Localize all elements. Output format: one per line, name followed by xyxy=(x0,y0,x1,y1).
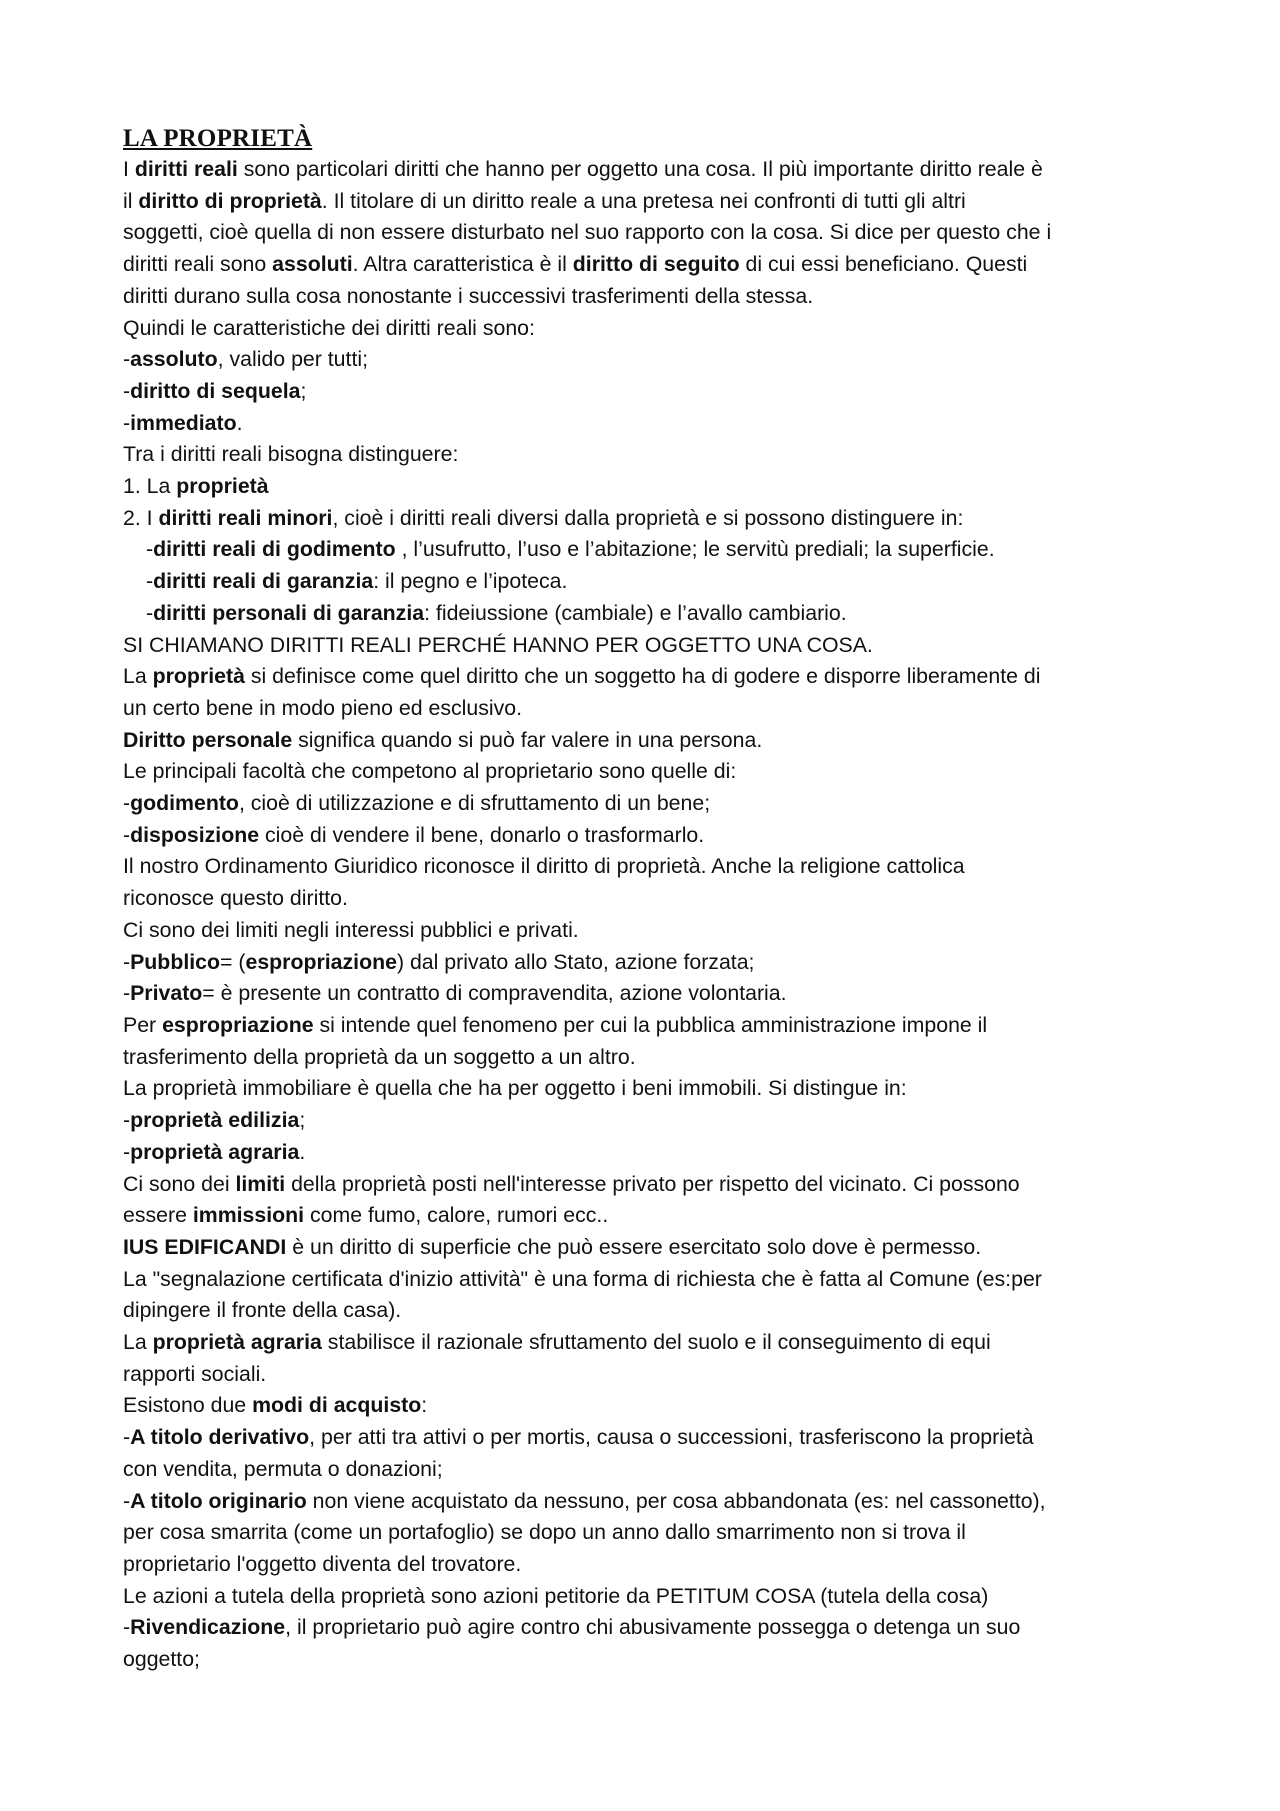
text-run: Le azioni a tutela della proprietà sono azioni petitorie da PETITUM COSA (tutela della cosa) xyxy=(123,1583,989,1608)
text-line xyxy=(123,693,1160,725)
text-run: della proprietà posti nell'interesse privato per rispetto del vicinato. Ci possono xyxy=(285,1171,1020,1196)
text-run: diritti durano sulla cosa nonostante i successivi trasferimenti della stessa. xyxy=(123,283,814,308)
text-run: : fideiussione (cambiale) e l’avallo cambiario. xyxy=(424,600,847,625)
text-line xyxy=(123,1105,1160,1137)
text-line xyxy=(123,503,1160,535)
text-run: - xyxy=(123,1425,131,1450)
bold-text: proprietà xyxy=(152,664,245,689)
text-line xyxy=(123,725,1160,757)
bold-text: A titolo derivativo xyxy=(130,1425,310,1450)
text-run: - xyxy=(123,822,131,847)
text-run: : xyxy=(421,1393,428,1418)
bold-text: proprietà agraria xyxy=(130,1139,300,1164)
text-line xyxy=(123,217,1160,249)
bold-text: limiti xyxy=(235,1171,286,1196)
document-body xyxy=(123,154,1160,1676)
page-title: LA PROPRIETÀ xyxy=(123,125,313,152)
text-run: di cui essi beneficiano. Questi xyxy=(739,252,1028,277)
text-line xyxy=(123,598,1160,630)
text-run: , l’usufrutto, l’uso e l’abitazione; le servitù prediali; la superficie. xyxy=(395,537,995,562)
text-line xyxy=(123,186,1160,218)
text-line xyxy=(123,154,1160,186)
text-line xyxy=(123,756,1160,788)
text-run: - xyxy=(146,600,154,625)
text-line xyxy=(123,978,1160,1010)
bold-text: espropriazione xyxy=(162,1012,314,1037)
text-line xyxy=(123,281,1160,313)
text-run: trasferimento della proprietà da un soggetto a un altro. xyxy=(123,1044,636,1069)
text-run: - xyxy=(146,537,154,562)
text-run: . xyxy=(236,410,243,435)
text-run: - xyxy=(123,981,131,1006)
text-line xyxy=(123,851,1160,883)
text-run: dipingere il fronte della casa). xyxy=(123,1298,402,1323)
text-run: , cioè i diritti reali diversi dalla proprietà e si possono distinguere in: xyxy=(332,505,964,530)
text-run: , cioè di utilizzazione e di sfruttamento di un bene; xyxy=(238,791,711,816)
text-run: oggetto; xyxy=(123,1647,200,1672)
bold-text: IUS EDIFICANDI xyxy=(123,1234,287,1259)
text-line xyxy=(123,661,1160,693)
text-run: Ci sono dei xyxy=(123,1171,236,1196)
text-line xyxy=(123,1644,1160,1676)
text-line xyxy=(123,313,1160,345)
text-line xyxy=(123,1454,1160,1486)
text-run: - xyxy=(123,347,131,372)
text-run: come fumo, calore, rumori ecc.. xyxy=(304,1203,609,1228)
bold-text: diritto di sequela xyxy=(130,378,301,403)
bold-text: assoluto xyxy=(130,347,218,372)
text-run: - xyxy=(123,1615,131,1640)
text-run: La "segnalazione certificata d'inizio attività" è una forma di richiesta che è fatta al Comune (es:per xyxy=(123,1266,1042,1291)
text-line xyxy=(123,534,1160,566)
text-run: , il proprietario può agire contro chi abusivamente possegga o detenga un suo xyxy=(285,1615,1021,1640)
bold-text: espropriazione xyxy=(245,949,397,974)
text-run: Ci sono dei limiti negli interessi pubblici e privati. xyxy=(123,917,579,942)
text-run: riconosce questo diritto. xyxy=(123,886,348,911)
text-run: il xyxy=(123,188,139,213)
text-line xyxy=(123,1295,1160,1327)
text-line xyxy=(123,1581,1160,1613)
bold-text: immediato xyxy=(130,410,237,435)
text-run: . xyxy=(299,1139,306,1164)
text-run: Per xyxy=(123,1012,163,1037)
text-run: sono particolari diritti che hanno per oggetto una cosa. Il più importante diritto reale è xyxy=(237,157,1043,181)
text-run: si definisce come quel diritto che un soggetto ha di godere e disporre liberamente di xyxy=(244,664,1041,689)
bold-text: diritti reali di godimento xyxy=(153,537,396,562)
text-run: per cosa smarrita (come un portafoglio) se dopo un anno dallo smarrimento non si trova il xyxy=(123,1520,966,1545)
text-run: - xyxy=(123,1488,131,1513)
text-run: ; xyxy=(300,378,307,403)
text-run: non viene acquistato da nessuno, per cosa abbandonata (es: nel cassonetto), xyxy=(306,1488,1046,1513)
text-run: è un diritto di superficie che può essere esercitato solo dove è permesso. xyxy=(286,1234,982,1259)
text-line xyxy=(123,883,1160,915)
text-run: stabilisce il razionale sfruttamento del suolo e il conseguimento di equi xyxy=(321,1330,991,1355)
text-run: cioè di vendere il bene, donarlo o trasformarlo. xyxy=(259,822,705,847)
text-run: Esistono due xyxy=(123,1393,253,1418)
text-run: - xyxy=(123,378,131,403)
text-line xyxy=(123,1422,1160,1454)
text-run: La xyxy=(123,664,153,689)
bold-text: A titolo originario xyxy=(130,1488,307,1513)
text-line xyxy=(123,1010,1160,1042)
bold-text: immissioni xyxy=(192,1203,305,1228)
text-line xyxy=(123,1359,1160,1391)
text-run: : il pegno e l’ipoteca. xyxy=(373,569,568,594)
text-run: Il nostro Ordinamento Giuridico riconosce il diritto di proprietà. Anche la religione cattolica xyxy=(123,854,965,879)
text-run: I xyxy=(123,157,135,181)
bold-text: Privato xyxy=(130,981,203,1006)
text-line xyxy=(123,1232,1160,1264)
text-run: . Il titolare di un diritto reale a una pretesa nei confronti di tutti gli altri xyxy=(321,188,966,213)
bold-text: modi di acquisto xyxy=(252,1393,422,1418)
text-run: La proprietà immobiliare è quella che ha per oggetto i beni immobili. Si distingue in: xyxy=(123,1076,907,1101)
bold-text: diritti reali minori xyxy=(158,505,333,530)
text-line xyxy=(123,1486,1160,1518)
bold-text: disposizione xyxy=(130,822,260,847)
text-run: diritti reali sono xyxy=(123,252,273,277)
bold-text: Pubblico xyxy=(130,949,221,974)
bold-text: diritto di proprietà xyxy=(138,188,322,213)
text-run: 2. I xyxy=(123,505,159,530)
text-run: - xyxy=(123,410,131,435)
text-line xyxy=(123,344,1160,376)
text-line xyxy=(123,376,1160,408)
bold-text: diritti reali xyxy=(134,157,238,181)
text-run: , per atti tra attivi o per mortis, causa o successioni, trasferiscono la proprietà xyxy=(309,1425,1034,1450)
text-line xyxy=(123,1169,1160,1201)
text-line xyxy=(123,630,1160,662)
text-run: proprietario l'oggetto diventa del trovatore. xyxy=(123,1551,522,1576)
text-run: 1. La xyxy=(123,474,177,499)
text-line xyxy=(123,820,1160,852)
bold-text: diritti personali di garanzia xyxy=(153,600,425,625)
text-run: SI CHIAMANO DIRITTI REALI PERCHÉ HANNO PER OGGETTO UNA COSA. xyxy=(123,632,873,657)
text-run: = è presente un contratto di compravendita, azione volontaria. xyxy=(202,981,787,1006)
text-line xyxy=(123,1390,1160,1422)
bold-text: Rivendicazione xyxy=(130,1615,286,1640)
text-line xyxy=(123,1200,1160,1232)
text-line xyxy=(123,249,1160,281)
text-line xyxy=(123,1612,1160,1644)
text-run: si intende quel fenomeno per cui la pubblica amministrazione impone il xyxy=(313,1012,988,1037)
text-run: - xyxy=(146,569,154,594)
bold-text: godimento xyxy=(130,791,239,816)
bold-text: proprietà edilizia xyxy=(130,1108,300,1133)
text-line xyxy=(123,1073,1160,1105)
text-line xyxy=(123,566,1160,598)
text-line xyxy=(123,1517,1160,1549)
bold-text: diritto di seguito xyxy=(572,252,740,277)
bold-text: proprietà agraria xyxy=(152,1330,322,1355)
text-run: - xyxy=(123,1108,131,1133)
text-run: - xyxy=(123,791,131,816)
text-line xyxy=(123,1042,1160,1074)
bold-text: Diritto personale xyxy=(123,727,293,752)
text-run: . Altra caratteristica è il xyxy=(352,252,573,277)
text-run: Tra i diritti reali bisogna distinguere: xyxy=(123,442,459,467)
text-run: ) dal privato allo Stato, azione forzata; xyxy=(396,949,755,974)
bold-text: proprietà xyxy=(176,474,269,499)
bold-text: assoluti xyxy=(272,252,353,277)
text-run: significa quando si può far valere in una persona. xyxy=(292,727,763,752)
text-run: essere xyxy=(123,1203,193,1228)
text-run: ; xyxy=(299,1108,306,1133)
text-run: , valido per tutti; xyxy=(217,347,369,372)
text-line xyxy=(123,1137,1160,1169)
text-line xyxy=(123,788,1160,820)
text-run: Quindi le caratteristiche dei diritti reali sono: xyxy=(123,315,535,340)
text-run: soggetti, cioè quella di non essere disturbato nel suo rapporto con la cosa. Si dice per questo che i xyxy=(123,220,1052,245)
text-line xyxy=(123,408,1160,440)
text-run: - xyxy=(123,1139,131,1164)
text-run: Le principali facoltà che competono al proprietario sono quelle di: xyxy=(123,759,737,784)
text-line xyxy=(123,1549,1160,1581)
text-run: = ( xyxy=(220,949,246,974)
text-run: La xyxy=(123,1330,153,1355)
text-line xyxy=(123,471,1160,503)
text-run: - xyxy=(123,949,131,974)
text-line xyxy=(123,1264,1160,1296)
text-line xyxy=(123,439,1160,471)
text-run: rapporti sociali. xyxy=(123,1361,267,1386)
text-line xyxy=(123,1327,1160,1359)
text-run: un certo bene in modo pieno ed esclusivo. xyxy=(123,695,522,720)
text-line xyxy=(123,915,1160,947)
text-line xyxy=(123,947,1160,979)
bold-text: diritti reali di garanzia xyxy=(153,569,374,594)
text-run: con vendita, permuta o donazioni; xyxy=(123,1456,443,1481)
